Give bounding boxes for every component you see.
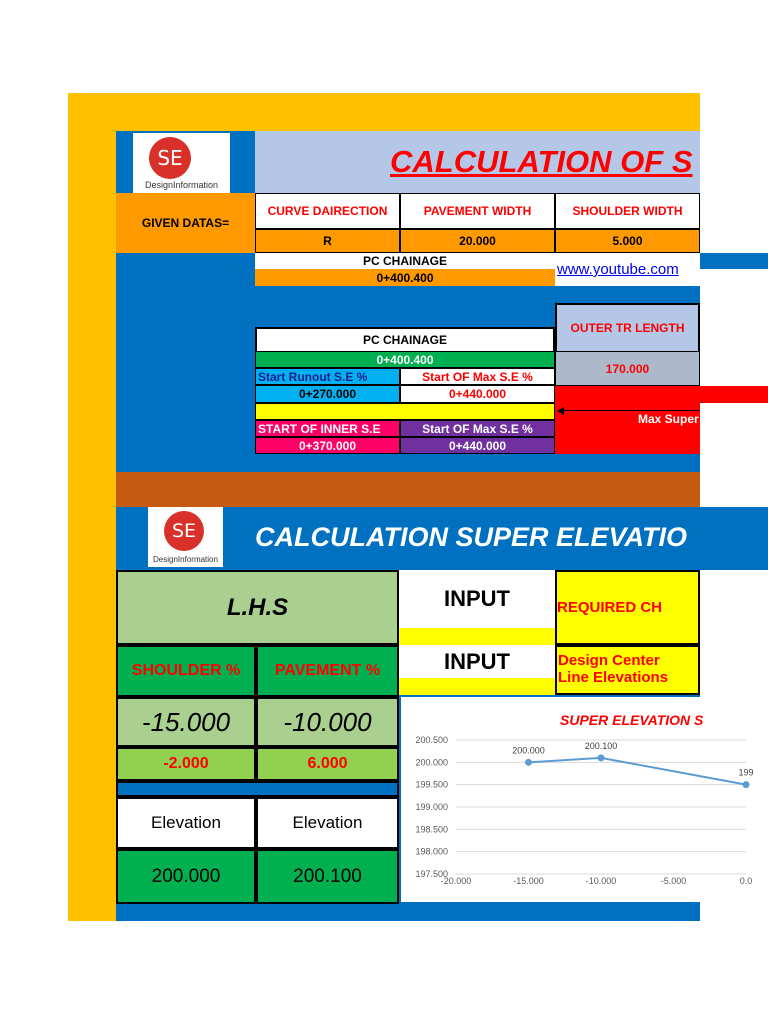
start-inner-se-label: START OF INNER S.E (255, 420, 400, 437)
logo-second (148, 507, 223, 567)
youtube-link[interactable]: www.youtube.com (557, 261, 679, 278)
data-label: 199 (738, 767, 754, 778)
elevation-value-1: 200.000 (116, 849, 256, 904)
pavement-pct-value[interactable]: -10.000 (256, 697, 399, 747)
super-elevation-chart (401, 697, 754, 902)
x-tick-label: 0.0 (739, 876, 753, 886)
input-cell-1[interactable]: INPUT (399, 570, 555, 628)
blue-strip-right (700, 253, 768, 269)
max-super-arrow-head-icon (557, 407, 564, 415)
data-point (743, 781, 750, 788)
data-point (598, 754, 605, 761)
pavement-pct-label: PAVEMENT % (256, 645, 399, 697)
design-center-cell (555, 645, 700, 695)
start-max-se-label-2: Start OF Max S.E % (400, 420, 555, 437)
logo-se-icon-2: SE (164, 511, 204, 551)
y-tick-label: 199.000 (415, 802, 448, 812)
start-max-se-value-2: 0+440.000 (400, 437, 555, 454)
pavement-slope-value: 6.000 (256, 747, 399, 781)
x-tick-label: -20.000 (440, 876, 472, 886)
shoulder-width-header: SHOULDER WIDTH (555, 193, 700, 229)
outer-tr-length-label: OUTER TR LENGTH (555, 303, 700, 351)
start-runout-value: 0+270.000 (255, 385, 400, 403)
lhs-blue-spacer (116, 781, 399, 797)
elevation-label-1: Elevation (116, 797, 256, 849)
logo-se-icon: SE (149, 137, 191, 179)
pc-chainage-label: PC CHAINAGE (255, 327, 555, 351)
pavement-width-value[interactable]: 20.000 (400, 229, 555, 253)
shoulder-pct-label: SHOULDER % (116, 645, 256, 697)
rust-separator (116, 472, 700, 507)
chart-area (401, 697, 754, 902)
start-runout-label: Start Runout S.E % (255, 368, 400, 385)
page-title-band (255, 131, 700, 193)
x-tick-label: -5.000 (660, 876, 687, 886)
yellow-divider-row (255, 403, 555, 420)
input-cell-2[interactable]: INPUT (399, 645, 555, 678)
section2-title: CALCULATION SUPER ELEVATIO (255, 522, 687, 552)
chart-title: SUPER ELEVATION S (560, 712, 704, 728)
lhs-title: L.H.S (116, 570, 399, 645)
max-super-block (555, 386, 700, 454)
elevation-label-2: Elevation (256, 797, 399, 849)
y-tick-label: 198.000 (415, 846, 448, 857)
shoulder-width-value[interactable]: 5.000 (555, 229, 700, 253)
max-super-arrow-line (563, 410, 700, 411)
logo-caption-2: DesignInformation (153, 554, 218, 564)
pc-chainage-top-value: 0+400.400 (255, 269, 555, 286)
outer-tr-length-value: 170.000 (555, 351, 700, 386)
y-tick-label: 198.500 (415, 824, 448, 835)
data-label: 200.000 (512, 745, 545, 756)
start-inner-se-value: 0+370.000 (255, 437, 400, 454)
elevation-value-2: 200.100 (256, 849, 399, 904)
data-label: 200.100 (584, 740, 618, 751)
x-tick-label: -15.000 (513, 876, 544, 886)
logo-top (133, 133, 230, 193)
input-yellow-bar-2 (399, 678, 555, 695)
start-max-se-value: 0+440.000 (400, 385, 555, 403)
required-ch-cell: REQUIRED CH (555, 570, 700, 645)
y-tick-label: 200.500 (415, 735, 448, 745)
design-center-line2: Line Elevations (558, 669, 669, 686)
page-title: CALCULATION OF S (390, 144, 693, 179)
curve-direction-value[interactable]: R (255, 229, 400, 253)
youtube-link-cell (555, 253, 700, 286)
design-center-line1: Design Center (558, 652, 660, 669)
red-strip-right (700, 386, 768, 403)
y-tick-label: 200.000 (415, 757, 448, 768)
given-datas-label: GIVEN DATAS= (116, 193, 255, 253)
bottom-blue-bar (116, 904, 700, 921)
pc-chainage-top-label: PC CHAINAGE (255, 253, 555, 269)
shoulder-slope-value: -2.000 (116, 747, 256, 781)
pavement-width-header: PAVEMENT WIDTH (400, 193, 555, 229)
start-max-se-label: Start OF Max S.E % (400, 368, 555, 385)
x-tick-label: -10.000 (585, 876, 617, 886)
data-point (525, 759, 532, 766)
max-super-label: Max Super (638, 412, 699, 426)
y-tick-label: 197.500 (415, 869, 448, 879)
shoulder-pct-value[interactable]: -15.000 (116, 697, 256, 747)
y-tick-label: 199.500 (415, 779, 448, 790)
curve-direction-header: CURVE DAIRECTION (255, 193, 400, 229)
section2-title-wrap (255, 507, 700, 570)
logo-caption: DesignInformation (144, 180, 219, 190)
input-yellow-bar-1 (399, 628, 555, 645)
pc-chainage-value: 0+400.400 (255, 351, 555, 368)
